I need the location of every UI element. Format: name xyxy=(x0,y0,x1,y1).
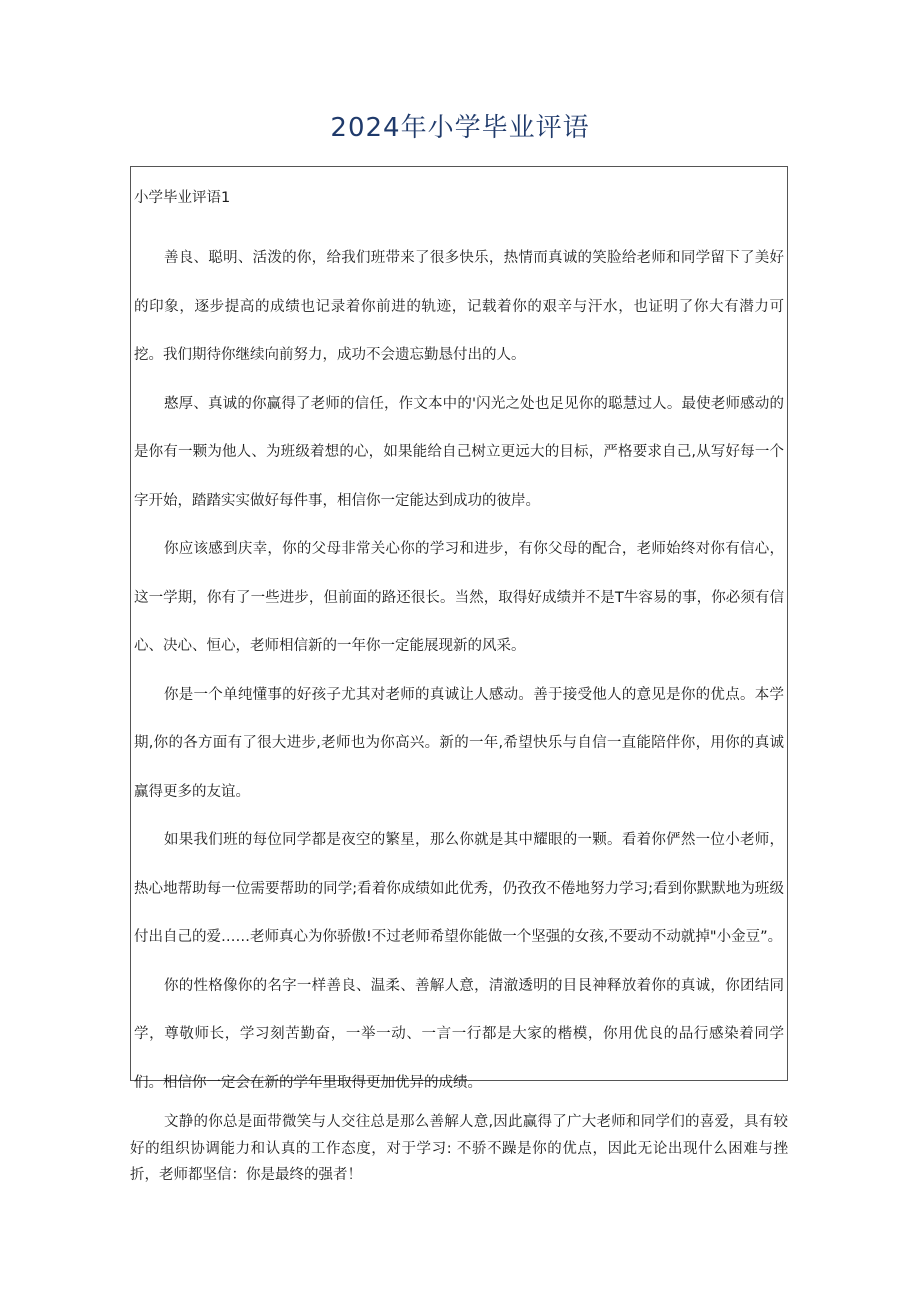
comment-paragraph-3: 你应该感到庆幸，你的父母非常关心你的学习和进步，有你父母的配合，老师始终对你有信心，这一学期，你有了一些进步，但前面的路还很长。当然，取得好成绩并不是T牛容易的事，你必须有信心、决心、恒心，老师相信新的一年你一定能展现新的风采。 xyxy=(134,541,784,654)
comment-box xyxy=(130,166,788,1091)
comment-paragraph-6: 你的性格像你的名字一样善良、温柔、善解人意，清澈透明的目艮神释放着你的真诚，你团结同学，尊敬师长，学习刻苦勤奋，一举一动、一言一行都是大家的楷模，你用优良的品行感染着同学们。相信你一定会在新的学年里取得更加优异的成绩。 xyxy=(134,977,784,1091)
comment-paragraph-2: 憨厚、真诚的你赢得了老师的信任，作文本中的'闪光之处也足见你的聪慧过人。最使老师感动的是你有一颗为他人、为班级着想的心，如果能给自己树立更远大的目标，严格要求自己,从写好每一个字开始，踏踏实实做好每件事，相信你一定能达到成功的彼岸。 xyxy=(134,395,784,509)
section-heading: 小学毕业评语1 xyxy=(134,190,231,206)
comment-paragraph-1: 善良、聪明、活泼的你，给我们班带来了很多快乐，热情而真诚的笑脸给老师和同学留下了美好的印象，逐步提高的成绩也记录着你前进的轨迹，记载着你的艰辛与汗水，也证明了你大有潜力可挖。我们期待你继续向前努力，成功不会遗忘勤恳付出的人。 xyxy=(134,250,784,363)
comment-paragraph-5: 如果我们班的每位同学都是夜空的繁星，那么你就是其中耀眼的一颗。看着你俨然一位小老师，热心地帮助每一位需要帮助的同学;看着你成绩如此优秀，仍孜孜不倦地努力学习;看到你默默地为班级付出自己的爱……老师真心为你骄傲!不过老师希望你能做一个坚强的女孩,不要动不动就掉"小金豆”。 xyxy=(134,832,784,945)
comment-paragraph-4: 你是一个单纯懂事的好孩子尤其对老师的真诚让人感动。善于接受他人的意见是你的优点。本学期,你的各方面有了很大进步,老师也为你高兴。新的一年,希望快乐与自信一直能陪伴你，用你的真诚赢得更多的友谊。 xyxy=(134,686,784,800)
document-title: 2024年小学毕业评语 xyxy=(330,113,590,143)
comment-box-content xyxy=(134,186,784,1107)
trailing-comment-paragraph: 文静的你总是面带微笑与人交往总是那么善解人意,因此赢得了广大老师和同学们的喜爱，具有较好的组织协调能力和认真的工作态度，对于学习: 不骄不躁是你的优点，因此无论出现什么困难与挫折，老师都坚信：你是最终的强者！ xyxy=(130,1114,788,1183)
